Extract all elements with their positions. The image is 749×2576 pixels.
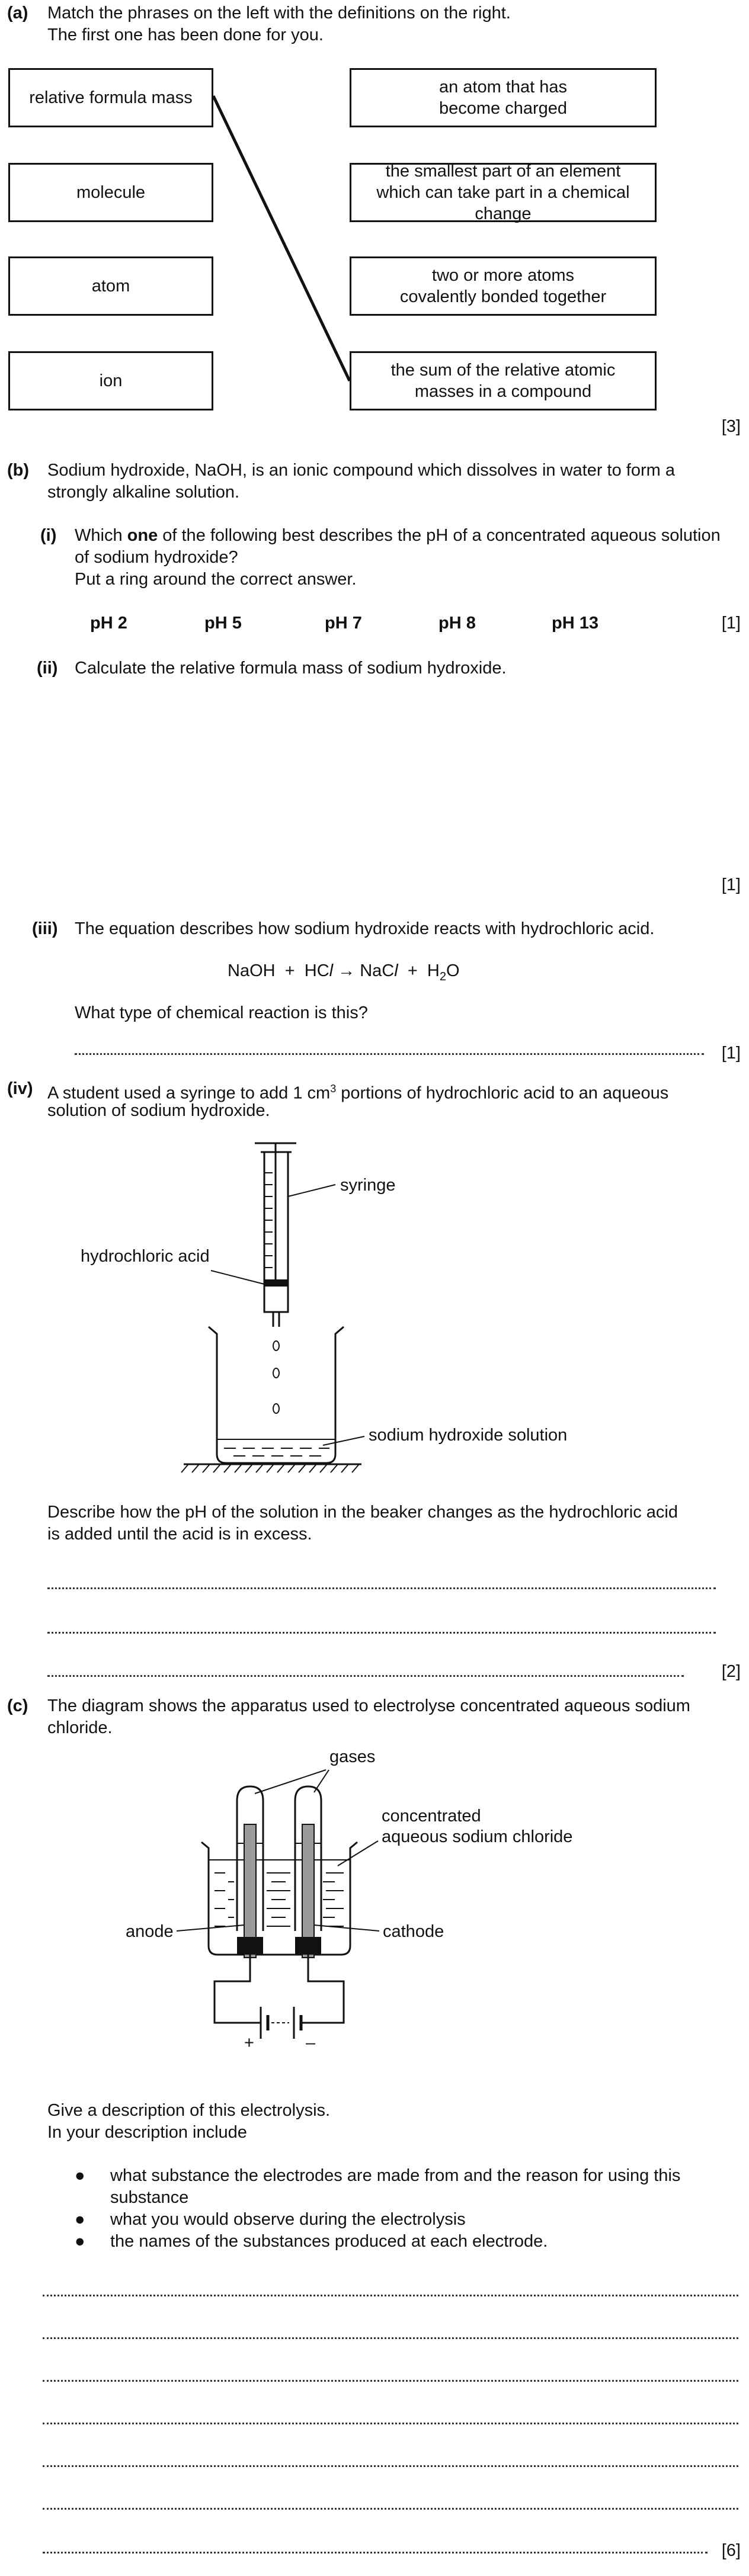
- part-b-intro: Sodium hydroxide, NaOH, is an ionic compound which dissolves in water to form a: [47, 461, 675, 480]
- positive-terminal: +: [244, 2033, 254, 2052]
- definition-line: the sum of the relative atomic: [390, 361, 616, 380]
- answer-line[interactable]: [47, 1587, 716, 1589]
- electrolysis-diagram: [0, 1741, 749, 2079]
- acid-label: hydrochloric acid: [81, 1247, 210, 1266]
- question-text: Which one of the following best describes the pH of a concentrated aqueous solution: [75, 526, 721, 545]
- ph-option[interactable]: pH 8: [438, 614, 476, 633]
- question-label: (i): [40, 526, 57, 545]
- definition-line: the smallest part of an element: [385, 162, 621, 181]
- part-a-intro: The first one has been done for you.: [47, 25, 324, 44]
- bullet-icon: ●: [75, 2166, 85, 2185]
- answer-line[interactable]: [43, 2337, 738, 2339]
- solution-dashes: [224, 1448, 329, 1456]
- wire-right: [302, 1955, 344, 2023]
- drop: [273, 1368, 279, 1378]
- left-term: atom: [91, 277, 130, 296]
- ph-option[interactable]: pH 7: [325, 614, 362, 633]
- answer-line[interactable]: [43, 2423, 738, 2424]
- beaker: [209, 1327, 344, 1463]
- definition-line: masses in a compound: [414, 382, 592, 401]
- bung-left: [237, 1937, 263, 1955]
- answer-line[interactable]: [75, 1053, 704, 1055]
- solution-dashes: [215, 1873, 344, 1926]
- solution-label: aqueous sodium chloride: [382, 1827, 573, 1846]
- left-term: ion: [99, 371, 123, 390]
- syringe-label: syringe: [340, 1176, 396, 1195]
- question-text: A student used a syringe to add 1 $cm^3$ portions of hydrochloric acid to an aqueous: [47, 1083, 669, 1103]
- question-text: solution of sodium hydroxide.: [47, 1101, 270, 1120]
- bullet-text: what substance the electrodes are made from and the reason for using this: [110, 2166, 681, 2185]
- marks: [1]: [721, 1044, 741, 1063]
- marks: [2]: [721, 1662, 741, 1681]
- definition-line: an atom that has: [438, 78, 568, 97]
- question-text: Calculate the relative formula mass of sodium hydroxide.: [75, 659, 507, 678]
- part-c-intro: chloride.: [47, 1718, 113, 1737]
- marks: [3]: [721, 417, 741, 436]
- bullet-icon: ●: [75, 2210, 85, 2229]
- prompt-text: Give a description of this electrolysis.: [47, 2101, 331, 2120]
- definition-line: become charged: [438, 99, 568, 118]
- answer-line[interactable]: [47, 1632, 716, 1634]
- marks: [1]: [721, 875, 741, 894]
- electrolysis-beaker: [201, 1842, 357, 1955]
- question-text: is added until the acid is in excess.: [47, 1525, 312, 1544]
- question-text: of sodium hydroxide?: [75, 548, 238, 567]
- wire-left: [215, 1955, 261, 2023]
- answer-line[interactable]: [43, 2552, 708, 2553]
- answer-line[interactable]: [47, 1675, 684, 1677]
- answer-line[interactable]: [43, 2508, 738, 2510]
- solution-label: concentrated: [382, 1807, 481, 1826]
- part-a-intro: Match the phrases on the left with the definitions on the right.: [47, 4, 511, 23]
- answer-line[interactable]: [43, 2380, 738, 2382]
- definition-line: covalently bonded together: [399, 287, 607, 306]
- bung-right: [295, 1937, 321, 1955]
- bench-hatching: [181, 1464, 359, 1473]
- bullet-text: what you would observe during the electrolysis: [110, 2210, 466, 2229]
- part-b-label: (b): [7, 461, 30, 480]
- question-text: Describe how the pH of the solution in the beaker changes as the hydrochloric acid: [47, 1503, 678, 1522]
- drop: [273, 1404, 279, 1413]
- negative-terminal: –: [306, 2033, 316, 2052]
- left-term: molecule: [76, 183, 146, 202]
- left-term: relative formula mass: [29, 88, 193, 107]
- cathode-label: cathode: [383, 1922, 444, 1941]
- chemical-equation: NaOH + HCl → NaCl + $H_2O$: [228, 961, 460, 983]
- bullet-text: the names of the substances produced at each electrode.: [110, 2232, 548, 2251]
- question-label: (ii): [37, 659, 58, 678]
- anode-label: anode: [126, 1922, 174, 1941]
- answer-line[interactable]: [43, 2295, 738, 2296]
- ph-option[interactable]: pH 2: [90, 614, 127, 633]
- bullet-text: substance: [110, 2188, 189, 2207]
- bullet-icon: ●: [75, 2232, 85, 2251]
- part-a-label: (a): [7, 4, 28, 23]
- ph-option[interactable]: pH 13: [552, 614, 598, 633]
- gases-label: gases: [329, 1747, 376, 1766]
- part-c-label: (c): [7, 1696, 28, 1715]
- solution-label: sodium hydroxide solution: [369, 1426, 568, 1445]
- answer-line[interactable]: [43, 2465, 738, 2467]
- drop: [273, 1341, 279, 1350]
- part-c-intro: The diagram shows the apparatus used to electrolyse concentrated aqueous sodium: [47, 1696, 690, 1715]
- question-label: (iii): [32, 919, 58, 938]
- question-text: Put a ring around the correct answer.: [75, 570, 357, 589]
- prompt-text: In your description include: [47, 2123, 247, 2142]
- ph-option[interactable]: pH 5: [204, 614, 242, 633]
- question-label: (iv): [7, 1079, 33, 1098]
- part-b-intro: strongly alkaline solution.: [47, 483, 240, 502]
- question-text: The equation describes how sodium hydroxide reacts with hydrochloric acid.: [75, 919, 655, 938]
- marks: [6]: [721, 2541, 741, 2560]
- question-text: What type of chemical reaction is this?: [75, 1003, 368, 1022]
- definition-line: which can take part in a chemical change: [376, 183, 630, 223]
- matching-line: [0, 0, 749, 426]
- definition-line: two or more atoms: [431, 266, 575, 285]
- syringe-beaker-diagram: [0, 1125, 749, 1487]
- marks: [1]: [721, 614, 741, 633]
- syringe-graduations: [264, 1173, 273, 1268]
